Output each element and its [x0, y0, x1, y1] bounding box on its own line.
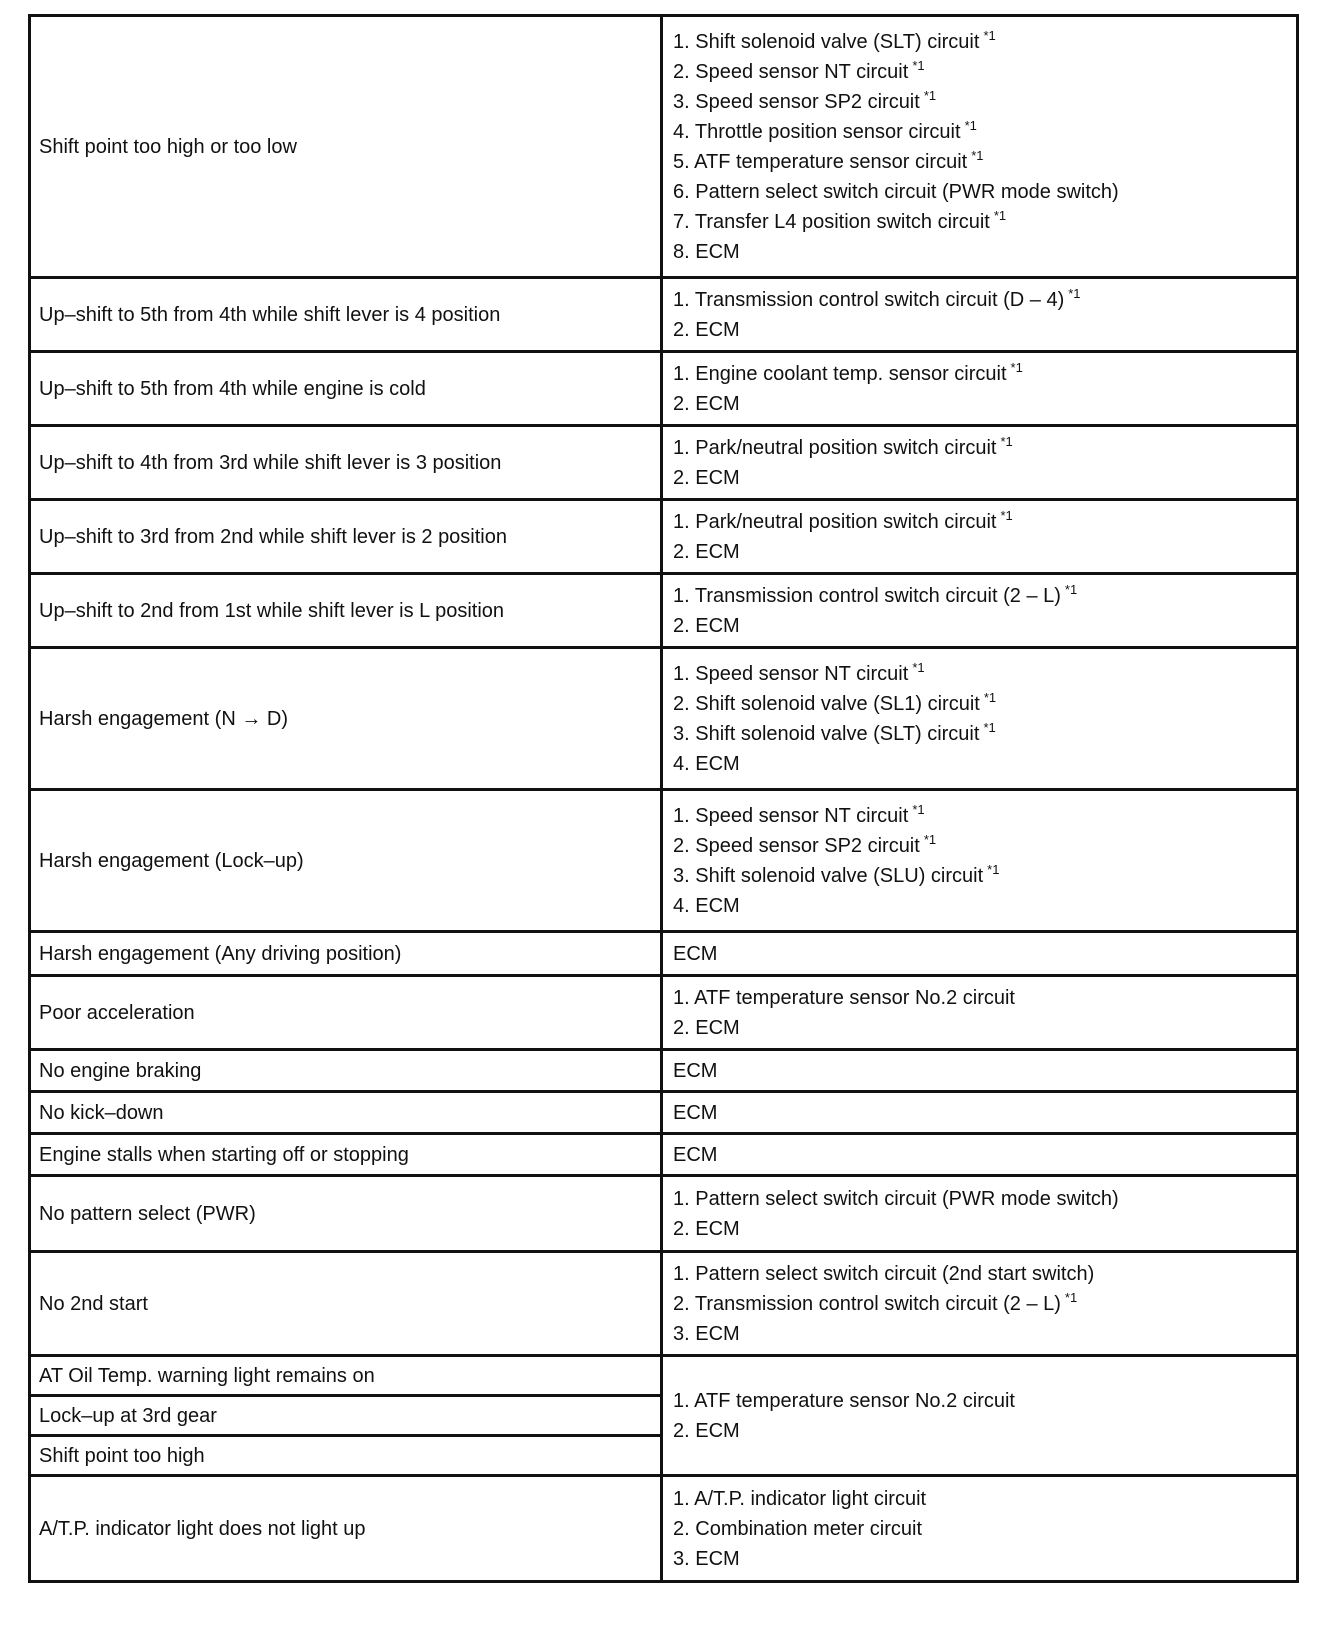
list-item: 2 . Transmission control switch circuit (2 – L) $^{*1}$: [673, 1289, 1296, 1319]
footnote-mark: *1: [1064, 581, 1078, 597]
symptom-cell: [30, 1134, 662, 1176]
trouble-symptom-table: [28, 14, 1299, 1583]
list-item: 1 . Speed sensor NT circuit $^{*1}$: [673, 659, 1296, 689]
symptom-text: Engine stalls when starting off or stopping: [39, 1143, 409, 1166]
list-item: 2 . Shift solenoid valve (SL1) circuit $^{*1}$: [673, 689, 1296, 719]
suspect-area-list: [673, 357, 1296, 421]
table-row: [30, 648, 1298, 790]
symptom-cell: [30, 1356, 662, 1396]
list-item: 8 . ECM: [673, 237, 1296, 267]
list-item: 3 . ECM: [673, 1544, 1296, 1574]
symptom-cell: [30, 976, 662, 1050]
table-row: [30, 1476, 1298, 1582]
list-item: 2 . ECM: [673, 315, 1296, 345]
footnote-mark: *1: [923, 831, 937, 847]
table-row: [30, 1092, 1298, 1134]
symptom-cell: [30, 426, 662, 500]
symptom-text: Up–shift to 5th from 4th while shift lever is 4 position: [39, 303, 501, 326]
symptom-cell: [30, 1176, 662, 1252]
symptom-text: A/T.P. indicator light does not light up: [39, 1517, 366, 1540]
suspect-area-list: [673, 981, 1296, 1045]
list-item: 4 . ECM: [673, 749, 1296, 779]
list-item: 1 . Transmission control switch circuit (2 – L) $^{*1}$: [673, 581, 1296, 611]
symptom-cell: [30, 500, 662, 574]
table-row: [30, 976, 1298, 1050]
suspect-area-list: [673, 1482, 1296, 1576]
footnote-mark: *1: [1000, 433, 1013, 449]
suspect-area-list: [673, 431, 1296, 495]
suspect-area-cell: [662, 932, 1298, 976]
table-row: [30, 932, 1298, 976]
table-row: [30, 1356, 1298, 1396]
symptom-text: No pattern select (PWR): [39, 1202, 256, 1225]
symptom-cell: [30, 1092, 662, 1134]
list-item: 2 . ECM: [673, 1416, 1296, 1446]
symptom-text: No 2nd start: [39, 1292, 148, 1315]
list-item: 7 . Transfer L4 position switch circuit $^{*1}$: [673, 207, 1296, 237]
suspect-area-cell: [662, 278, 1298, 352]
table-row: [30, 426, 1298, 500]
footnote-mark: *1: [912, 801, 925, 817]
footnote-mark: *1: [1068, 285, 1081, 301]
list-item: 4 . ECM: [673, 891, 1296, 921]
list-item: 6 . Pattern select switch circuit (PWR mode switch): [673, 177, 1296, 207]
list-item: 1 . Pattern select switch circuit (PWR mode switch): [673, 1184, 1296, 1214]
footnote-mark: *1: [912, 659, 925, 675]
symptom-cell: [30, 1396, 662, 1436]
list-item: 2 . ECM: [673, 389, 1296, 419]
list-item: 1 . ATF temperature sensor No.2 circuit: [673, 983, 1296, 1013]
footnote-mark: *1: [983, 27, 996, 43]
list-item: 2 . ECM: [673, 611, 1296, 641]
suspect-area-cell: [662, 574, 1298, 648]
symptom-text: No engine braking: [39, 1059, 202, 1082]
symptom-cell: [30, 1476, 662, 1582]
suspect-area-list: [673, 1257, 1296, 1351]
footnote-mark: *1: [987, 861, 1000, 877]
list-item: 1 . Engine coolant temp. sensor circuit $^{*1}$: [673, 359, 1296, 389]
symptom-text: Harsh engagement (Lock–up): [39, 849, 304, 872]
symptom-text: Up–shift to 4th from 3rd while shift lever is 3 position: [39, 451, 502, 474]
list-item: 3 . Shift solenoid valve (SLT) circuit $^{*1}$: [673, 719, 1296, 749]
suspect-area-cell: [662, 1252, 1298, 1356]
table-row: [30, 790, 1298, 932]
table-row: [30, 574, 1298, 648]
symptom-text: Up–shift to 3rd from 2nd while shift lever is 2 position: [39, 525, 507, 548]
suspect-area-cell: [662, 1134, 1298, 1176]
symptom-cell: [30, 790, 662, 932]
symptom-cell: [30, 648, 662, 790]
list-item: 1 . Park/neutral position switch circuit $^{*1}$: [673, 507, 1296, 537]
suspect-area-cell: [662, 1176, 1298, 1252]
footnote-mark: *1: [912, 57, 925, 73]
footnote-mark: *1: [983, 719, 996, 735]
suspect-area-text: ECM: [673, 1059, 718, 1082]
symptom-text: Harsh engagement (Any driving position): [39, 942, 402, 965]
list-item: 3 . Speed sensor SP2 circuit $^{*1}$: [673, 87, 1296, 117]
symptom-cell: [30, 1050, 662, 1092]
list-item: 1 . Park/neutral position switch circuit $^{*1}$: [673, 433, 1296, 463]
suspect-area-list: [673, 283, 1296, 347]
suspect-area-cell: [662, 648, 1298, 790]
list-item: 2 . ECM: [673, 463, 1296, 493]
footnote-mark: *1: [971, 147, 984, 163]
symptom-cell: [30, 352, 662, 426]
list-item: 2 . Speed sensor NT circuit $^{*1}$: [673, 57, 1296, 87]
symptom-text: Shift point too high or too low: [39, 135, 297, 158]
table-row: [30, 500, 1298, 574]
list-item: 1 . ATF temperature sensor No.2 circuit: [673, 1386, 1296, 1416]
symptom-cell: [30, 1252, 662, 1356]
list-item: 2 . Combination meter circuit: [673, 1514, 1296, 1544]
suspect-area-cell: [662, 426, 1298, 500]
suspect-area-list: [673, 1182, 1296, 1246]
suspect-area-text: ECM: [673, 1143, 718, 1166]
table-row: [30, 1176, 1298, 1252]
list-item: 1 . Speed sensor NT circuit $^{*1}$: [673, 801, 1296, 831]
table-row: [30, 352, 1298, 426]
suspect-area-cell: [662, 1050, 1298, 1092]
footnote-mark: *1: [923, 87, 937, 103]
symptom-text: Up–shift to 2nd from 1st while shift lever is L position: [39, 599, 505, 622]
list-item: 2 . ECM: [673, 537, 1296, 567]
footnote-mark: *1: [983, 689, 997, 705]
suspect-area-list: [673, 657, 1296, 781]
footnote-mark: *1: [1064, 1289, 1078, 1305]
list-item: 2 . Speed sensor SP2 circuit $^{*1}$: [673, 831, 1296, 861]
list-item: 3 . Shift solenoid valve (SLU) circuit $^{*1}$: [673, 861, 1296, 891]
list-item: 3 . ECM: [673, 1319, 1296, 1349]
suspect-area-cell: [662, 1092, 1298, 1134]
list-item: 1 . Pattern select switch circuit (2nd start switch): [673, 1259, 1296, 1289]
list-item: 1 . A/T.P. indicator light circuit: [673, 1484, 1296, 1514]
symptom-text: Poor acceleration: [39, 1001, 195, 1024]
symptom-cell: [30, 16, 662, 278]
table-row: [30, 1134, 1298, 1176]
suspect-area-cell: [662, 790, 1298, 932]
suspect-area-cell: [662, 352, 1298, 426]
suspect-area-cell: [662, 1476, 1298, 1582]
symptom-cell: [30, 932, 662, 976]
symptom-text: AT Oil Temp. warning light remains on: [39, 1364, 375, 1387]
list-item: 5 . ATF temperature sensor circuit $^{*1}$: [673, 147, 1296, 177]
table-row: [30, 278, 1298, 352]
table-row: [30, 1252, 1298, 1356]
table-row: [30, 16, 1298, 278]
suspect-area-list: [673, 579, 1296, 643]
symptom-text: Shift point too high: [39, 1444, 205, 1467]
symptom-text: Lock–up at 3rd gear: [39, 1404, 217, 1427]
symptom-text: Up–shift to 5th from 4th while engine is cold: [39, 377, 426, 400]
footnote-mark: *1: [993, 207, 1007, 223]
symptom-text: No kick–down: [39, 1101, 164, 1124]
symptom-cell: [30, 278, 662, 352]
suspect-area-cell: [662, 500, 1298, 574]
symptom-cell: [30, 574, 662, 648]
suspect-area-text: ECM: [673, 1101, 718, 1124]
suspect-area-cell: [662, 976, 1298, 1050]
symptom-cell: [30, 1436, 662, 1476]
list-item: 4 . Throttle position sensor circuit $^{*1}$: [673, 117, 1296, 147]
suspect-area-cell: [662, 16, 1298, 278]
suspect-area-list: [673, 25, 1296, 269]
list-item: 2 . ECM: [673, 1214, 1296, 1244]
suspect-area-list: [673, 505, 1296, 569]
footnote-mark: *1: [1000, 507, 1013, 523]
suspect-area-text: ECM: [673, 942, 718, 965]
list-item: 1 . Transmission control switch circuit (D – 4) $^{*1}$: [673, 285, 1296, 315]
footnote-mark: *1: [1010, 359, 1023, 375]
suspect-area-cell: [662, 1356, 1298, 1476]
symptom-text: Harsh engagement (N → D): [39, 707, 288, 730]
list-item: 1 . Shift solenoid valve (SLT) circuit $^{*1}$: [673, 27, 1296, 57]
suspect-area-list: [673, 799, 1296, 923]
table-row: [30, 1050, 1298, 1092]
footnote-mark: *1: [964, 117, 977, 133]
suspect-area-list: [673, 1384, 1296, 1448]
list-item: 2 . ECM: [673, 1013, 1296, 1043]
